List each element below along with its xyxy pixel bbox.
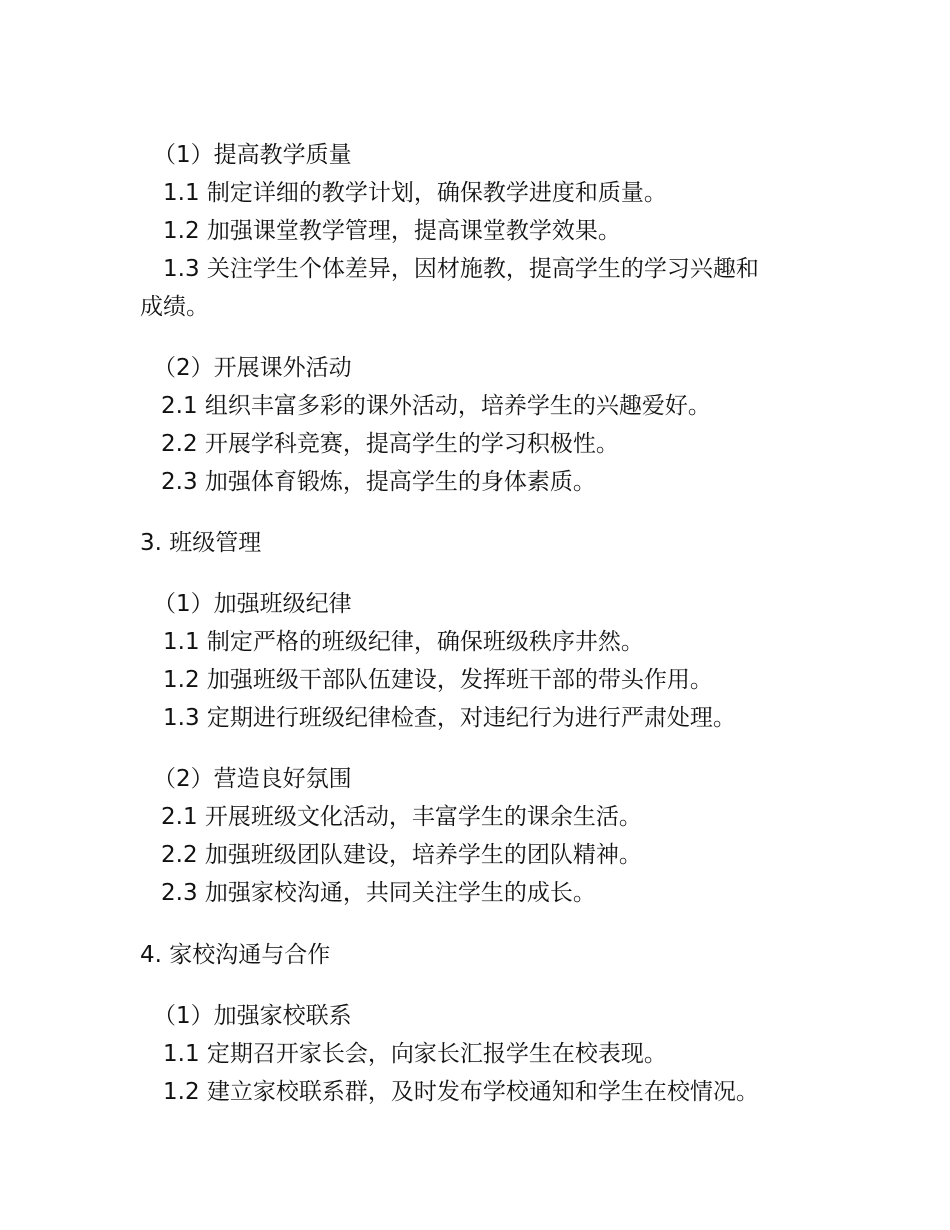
list-item: 2.1 开展班级文化活动，丰富学生的课余生活。	[161, 804, 642, 830]
subsection-heading: （2）开展课外活动	[153, 355, 352, 381]
list-item: 1.2 建立家校联系群，及时发布学校通知和学生在校情况。	[163, 1079, 759, 1105]
subsection-heading: （1）提高教学质量	[153, 142, 352, 168]
section-heading: 3. 班级管理	[140, 530, 262, 556]
list-item: 1.3 定期进行班级纪律检查，对违纪行为进行严肃处理。	[163, 705, 736, 731]
list-item: 1.1 定期召开家长会，向家长汇报学生在校表现。	[163, 1041, 667, 1067]
list-item: 1.2 加强班级干部队伍建设，发挥班干部的带头作用。	[163, 667, 713, 693]
subsection-heading: （1）加强家校联系	[153, 1003, 352, 1029]
list-item: 1.1 制定详细的教学计划，确保教学进度和质量。	[163, 180, 667, 206]
list-item: 1.3 关注学生个体差异，因材施教，提高学生的学习兴趣和	[163, 256, 759, 282]
list-item-continuation: 成绩。	[140, 294, 209, 320]
subsection-heading: （1）加强班级纪律	[153, 591, 352, 617]
list-item: 1.2 加强课堂教学管理，提高课堂教学效果。	[163, 218, 621, 244]
section-heading: 4. 家校沟通与合作	[140, 942, 331, 968]
subsection-heading: （2）营造良好氛围	[153, 766, 352, 792]
list-item: 1.1 制定严格的班级纪律，确保班级秩序井然。	[163, 629, 644, 655]
list-item: 2.2 开展学科竞赛，提高学生的学习积极性。	[161, 431, 619, 457]
list-item: 2.3 加强家校沟通，共同关注学生的成长。	[161, 880, 596, 906]
list-item: 2.2 加强班级团队建设，培养学生的团队精神。	[161, 842, 642, 868]
list-item: 2.3 加强体育锻炼，提高学生的身体素质。	[161, 469, 596, 495]
list-item: 2.1 组织丰富多彩的课外活动，培养学生的兴趣爱好。	[161, 393, 711, 419]
